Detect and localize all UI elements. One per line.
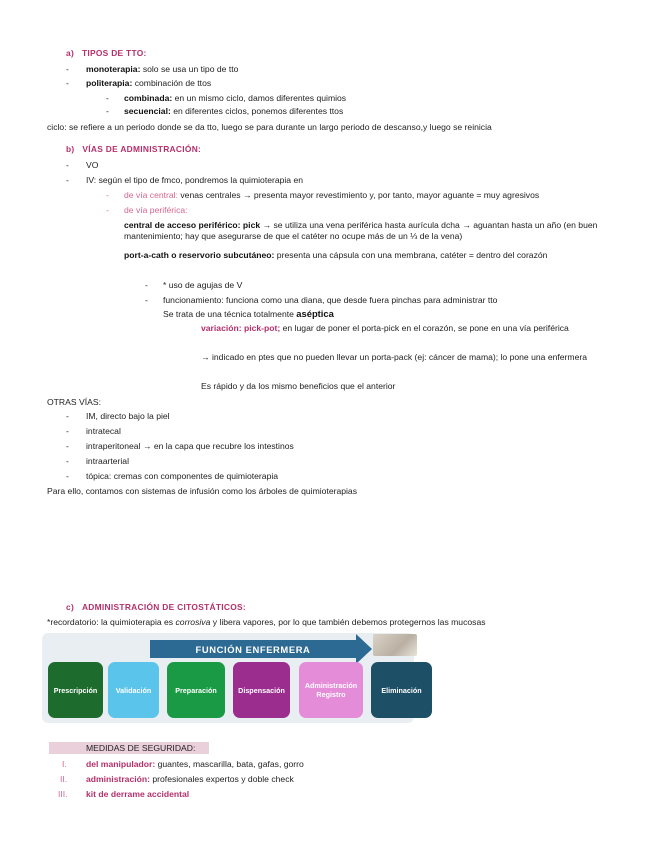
funcionamiento-item: funcionamiento: funciona como una diana, que desde fuera pinchas para administrar tto: [163, 295, 498, 305]
flow-step-dispensacion: Dispensación: [233, 662, 290, 718]
otras-via-item: IM, directo bajo la piel: [86, 411, 170, 421]
secuencial-text: en diferentes ciclos, ponemos diferentes ttos: [170, 106, 344, 116]
section-c-marker: c): [66, 602, 75, 612]
bullet-dash: -: [106, 205, 109, 215]
monoterapia-term: monoterapia:: [86, 64, 141, 74]
pick-term: central de acceso periférico: pick: [124, 220, 261, 230]
secuencial-term: secuencial:: [124, 106, 171, 116]
combinada-line: [124, 93, 346, 104]
variacion-text: en lugar de poner el porta-pick en el corazón, se pone en una vía periférica: [280, 323, 569, 333]
otras-via-item: intraperitoneal → en la capa que recubre los intestinos: [86, 441, 294, 451]
medida-num: I.: [62, 759, 67, 769]
bullet-dash: -: [66, 471, 69, 481]
bullet-dash: -: [66, 160, 69, 170]
monoterapia-text: solo se usa un tipo de tto: [140, 64, 239, 74]
secuencial-line: [124, 106, 343, 117]
section-a-heading: [66, 48, 147, 59]
medida-text: guantes, mascarilla, bata, gafas, gorro: [155, 759, 304, 769]
section-b-heading: [66, 144, 201, 155]
iv-item: IV: según el tipo de fmco, pondremos la quimioterapia en: [86, 175, 304, 185]
bullet-dash: -: [106, 190, 109, 200]
via-central-label: de vía central:: [124, 190, 178, 200]
rapido-line: Es rápido y da los mismo beneficios que el anterior: [201, 381, 396, 391]
section-b-title: VÍAS DE ADMINISTRACIÓN:: [82, 144, 202, 154]
section-b-marker: b): [66, 144, 75, 154]
agujas-item: * uso de agujas de V: [163, 280, 243, 290]
funcion-enfermera-banner: FUNCIÓN ENFERMERA: [150, 640, 356, 658]
section-a-title: TIPOS DE TTO:: [81, 48, 147, 58]
medida-item: [86, 759, 304, 770]
via-central-text: venas centrales → presenta mayor revestimiento y, por tanto, mayor aguante = muy agresivos: [177, 190, 540, 200]
bullet-dash: -: [66, 441, 69, 451]
bullet-dash: -: [66, 426, 69, 436]
ciclo-note: ciclo: se refiere a un periodo donde se da tto, luego se para durante un largo periodo de descanso,y luego se reinicia: [47, 122, 492, 132]
via-central-line: [124, 190, 539, 201]
flow-step-eliminacion: Eliminación: [371, 662, 432, 718]
aseptica-line: [163, 308, 334, 320]
indicado-paragraph: → indicado en ptes que no pueden llevar un porta-pack (ej: cáncer de mama); lo pone una enfermera: [201, 352, 587, 362]
bullet-dash: -: [66, 411, 69, 421]
otras-via-item: tópica: cremas con componentes de quimioterapia: [86, 471, 279, 481]
banner-arrow-icon: [356, 634, 372, 664]
bullet-dash: -: [66, 175, 69, 185]
bullet-dash: -: [106, 106, 109, 116]
portacath-paragraph: [124, 250, 619, 261]
section-a-marker: a): [66, 48, 75, 58]
variacion-term: variación: pick-pot;: [201, 323, 281, 333]
medida-num: III.: [58, 789, 68, 799]
recordatorio-italic: corrosiva: [175, 617, 211, 627]
bullet-dash: -: [66, 456, 69, 466]
otras-vias-title: OTRAS VÍAS:: [47, 397, 101, 407]
infusion-note: Para ello, contamos con sistemas de infusión como los árboles de quimioterapias: [47, 486, 358, 496]
bullet-dash: -: [145, 295, 148, 305]
recordatorio-post: y libera vapores, por lo que también debemos protegernos las mucosas: [210, 617, 486, 627]
nurse-photo: [373, 634, 417, 656]
portacath-text: presenta una cápsula con una membrana, catéter = dentro del corazón: [274, 250, 548, 260]
monoterapia-line: [86, 64, 238, 75]
bullet-dash: -: [145, 280, 148, 290]
combinada-text: en un mismo ciclo, damos diferentes quimios: [172, 93, 347, 103]
flow-step-prescripcion: Prescripción: [48, 662, 103, 718]
otras-via-item: intraarterial: [86, 456, 129, 466]
politerapia-term: politerapia:: [86, 78, 133, 88]
medida-num: II.: [60, 774, 68, 784]
flow-step-preparacion: Preparación: [167, 662, 225, 718]
recordatorio-note: [47, 617, 486, 628]
medida-item: [86, 774, 294, 785]
medida-term: administración:: [86, 774, 150, 784]
medida-item: [86, 789, 189, 800]
aseptica-pre: Se trata de una técnica totalmente: [163, 309, 297, 319]
medida-term: kit de derrame accidental: [86, 789, 190, 799]
medida-term: del manipulador:: [86, 759, 156, 769]
otras-via-item: intratecal: [86, 426, 121, 436]
aseptica-term: aséptica: [296, 308, 334, 319]
bullet-dash: -: [106, 93, 109, 103]
recordatorio-pre: *recordatorio: la quimioterapia es: [47, 617, 176, 627]
combinada-term: combinada:: [124, 93, 173, 103]
bullet-dash: -: [66, 78, 69, 88]
bullet-dash: -: [66, 64, 69, 74]
medida-text: profesionales expertos y doble check: [150, 774, 294, 784]
section-c-heading: [66, 602, 246, 613]
flow-step-validacion: Validación: [108, 662, 159, 718]
pick-text: → se utiliza una vena periférica hasta aurícula dcha → aguantan hasta un año (en buen mantenimiento; hay que asegurarse de que el catéter no ocupe más de un ⅓ de la vena): [124, 220, 598, 241]
pick-paragraph: [124, 220, 629, 242]
medidas-title: MEDIDAS DE SEGURIDAD:: [86, 743, 196, 753]
variacion-paragraph: [201, 323, 601, 334]
via-periferica-label: de vía periférica:: [124, 205, 188, 215]
vo-item: VO: [86, 160, 99, 170]
politerapia-text: combinación de ttos: [132, 78, 212, 88]
portacath-term: port-a-cath o reservorio subcutáneo:: [124, 250, 275, 260]
politerapia-line: [86, 78, 211, 89]
section-c-title: ADMINISTRACIÓN DE CITOSTÁTICOS:: [81, 602, 247, 612]
flow-step-administracion: Administración Registro: [299, 662, 363, 718]
